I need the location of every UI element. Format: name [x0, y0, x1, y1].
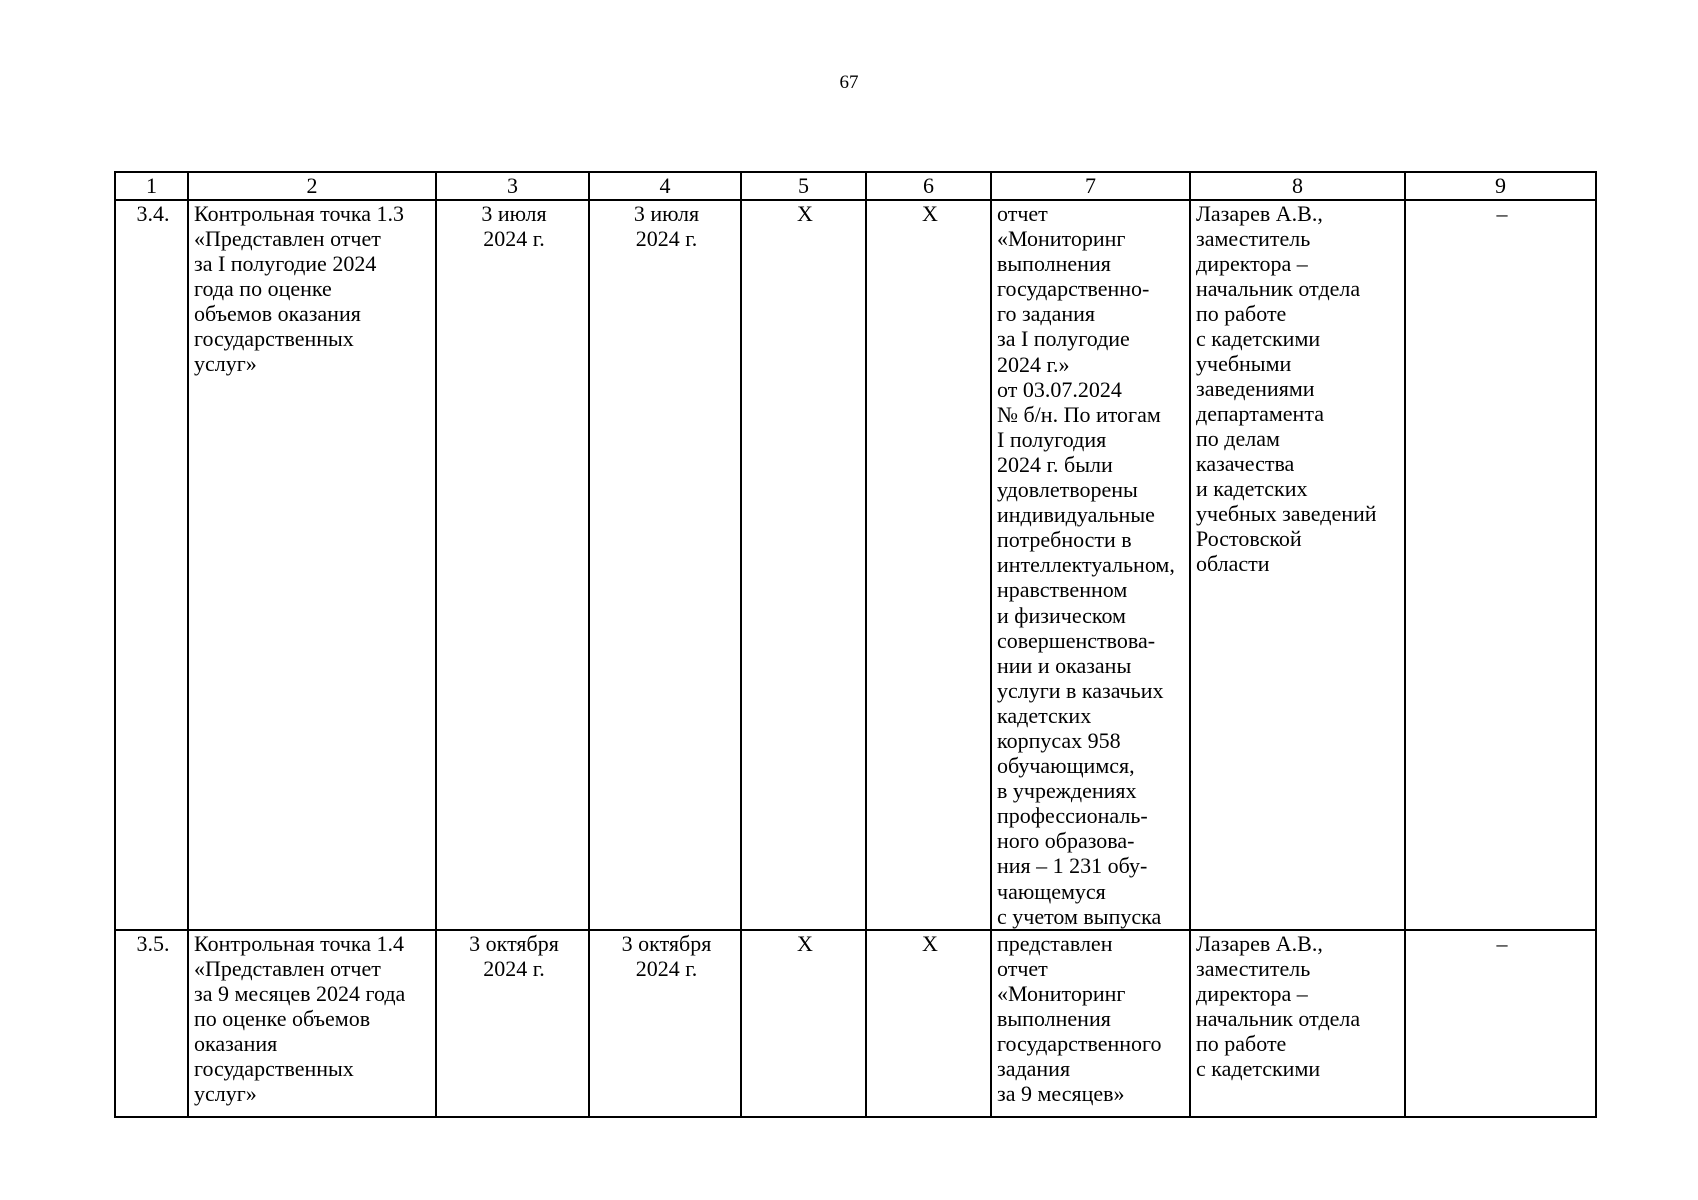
event-cell-line: «Представлен отчет	[194, 226, 381, 251]
event-cell-line: за 9 месяцев 2024 года	[194, 980, 406, 1006]
fact-date-cell-line: 3 июля	[633, 201, 700, 226]
responsible-cell-line: с кадетскими	[1196, 1055, 1321, 1081]
table-row	[115, 200, 1596, 930]
responsible-cell-line: с кадетскими	[1196, 326, 1321, 351]
event-cell-line: года по оценке	[194, 276, 332, 301]
plan-date-cell	[436, 200, 589, 930]
result-cell-line: за I полугодие	[997, 326, 1130, 352]
responsible-cell-line: начальник отдела	[1196, 276, 1361, 301]
responsible-cell-line: Лазарев А.В.,	[1196, 930, 1323, 956]
result-cell-line: нии и оказаны	[997, 652, 1132, 678]
responsible-cell-line: по работе	[1196, 1030, 1287, 1056]
responsible-cell-line: учебными	[1196, 351, 1292, 376]
responsible-cell-line: директора –	[1196, 251, 1308, 276]
result-cell-line: профессиональ-	[997, 803, 1148, 829]
col9-cell: –	[1405, 200, 1596, 930]
col6-cell: Х	[866, 930, 991, 1117]
result-cell-line: I полугодия	[997, 426, 1107, 452]
result-cell-line: «Мониторинг	[997, 226, 1126, 252]
responsible-cell-line: и кадетских	[1196, 476, 1308, 501]
monitoring-table	[114, 171, 1597, 1118]
table-row	[115, 930, 1596, 1117]
responsible-cell-line: по делам	[1196, 426, 1280, 451]
result-cell-line: отчет	[997, 201, 1048, 226]
plan-date-cell-line: 2024 г.	[483, 955, 545, 981]
responsible-cell	[1190, 200, 1405, 930]
header-cell-6: 6	[866, 172, 991, 200]
header-cell-8: 8	[1190, 172, 1405, 200]
result-cell-line: обучающимся,	[997, 753, 1135, 779]
responsible-cell-line: учебных заведений	[1196, 501, 1377, 526]
result-cell-line: задания	[997, 1056, 1071, 1082]
result-cell-line: представлен	[997, 930, 1113, 956]
event-cell-line: услуг»	[194, 351, 257, 376]
result-cell-line: удовлетворены	[997, 477, 1138, 503]
col6-cell: Х	[866, 200, 991, 930]
result-cell	[991, 930, 1190, 1117]
header-cell-4: 4	[589, 172, 741, 200]
responsible-cell-line: казачества	[1196, 451, 1295, 476]
responsible-cell-line: по работе	[1196, 301, 1287, 326]
responsible-cell-line: Ростовской	[1196, 526, 1302, 551]
result-cell-line: государственно-	[997, 276, 1150, 302]
plan-date-cell-line: 2024 г.	[483, 226, 545, 251]
responsible-cell	[1190, 930, 1405, 1117]
event-cell-line: объемов оказания	[194, 301, 361, 326]
result-cell-line: «Мониторинг	[997, 980, 1126, 1006]
result-cell-line: го задания	[997, 301, 1096, 327]
header-cell-7: 7	[991, 172, 1190, 200]
result-cell-line: индивидуальные	[997, 502, 1155, 528]
event-cell-line: государственных	[194, 326, 354, 351]
event-cell	[188, 200, 436, 930]
row-number: 3.5.	[115, 930, 188, 1117]
fact-date-cell-line: 2024 г.	[635, 955, 698, 981]
result-cell-line: нравственном	[997, 577, 1128, 603]
result-cell-line: от 03.07.2024	[997, 376, 1122, 402]
event-cell-line: по оценке объемов	[194, 1005, 371, 1031]
event-cell-line: «Представлен отчет	[194, 955, 381, 981]
header-cell-5: 5	[741, 172, 866, 200]
page-number: 67	[839, 72, 859, 93]
fact-date-cell-line: 2024 г.	[635, 226, 698, 251]
responsible-cell-line: Лазарев А.В.,	[1196, 201, 1323, 226]
result-cell	[991, 200, 1190, 930]
result-cell-line: услуги в казачьих	[997, 677, 1164, 703]
result-cell-line: и физическом	[997, 602, 1126, 628]
header-cell-3: 3	[436, 172, 589, 200]
responsible-cell-line: директора –	[1196, 980, 1308, 1006]
plan-date-cell	[436, 930, 589, 1117]
result-cell-line: отчет	[997, 955, 1048, 981]
result-cell-line: потребности в	[997, 527, 1132, 553]
result-cell-line: выполнения	[997, 251, 1111, 277]
result-cell-line: чающемуся	[997, 878, 1106, 904]
result-cell-line: 2024 г.»	[997, 351, 1070, 377]
row-number: 3.4.	[115, 200, 188, 930]
event-cell-line: Контрольная точка 1.3	[194, 201, 405, 226]
result-cell-line: с учетом выпуска	[997, 903, 1162, 929]
header-cell-2: 2	[188, 172, 436, 200]
fact-date-cell	[589, 200, 741, 930]
event-cell-line: Контрольная точка 1.4	[194, 930, 405, 956]
responsible-cell-line: начальник отдела	[1196, 1005, 1361, 1031]
event-cell-line: услуг»	[194, 1080, 257, 1106]
responsible-cell-line: заместитель	[1196, 955, 1311, 981]
result-cell-line: кадетских	[997, 702, 1092, 728]
plan-date-cell-line: 3 октября	[469, 930, 559, 956]
responsible-cell-line: заместитель	[1196, 226, 1311, 251]
result-cell-line: ного образова-	[997, 828, 1135, 854]
event-cell-line: оказания	[194, 1030, 278, 1056]
result-cell-line: корпусах 958	[997, 727, 1121, 753]
responsible-cell-line: области	[1196, 551, 1270, 576]
event-cell-line: за I полугодие 2024	[194, 251, 377, 276]
col9-cell: –	[1405, 930, 1596, 1117]
result-cell-line: интеллектуальном,	[997, 552, 1175, 578]
fact-date-cell	[589, 930, 741, 1117]
col5-cell: Х	[741, 200, 866, 930]
result-cell-line: выполнения	[997, 1006, 1111, 1031]
header-cell-1: 1	[115, 172, 188, 200]
event-cell	[188, 930, 436, 1117]
result-cell-line: государственного	[997, 1031, 1162, 1057]
col5-cell: Х	[741, 930, 866, 1117]
fact-date-cell-line: 3 октября	[621, 930, 712, 956]
result-cell-line: 2024 г. были	[997, 451, 1113, 477]
responsible-cell-line: департамента	[1196, 401, 1324, 426]
event-cell-line: государственных	[194, 1055, 354, 1081]
header-cell-9: 9	[1405, 172, 1596, 200]
result-cell-line: № б/н. По итогам	[997, 401, 1161, 427]
header-row	[115, 172, 1596, 200]
plan-date-cell-line: 3 июля	[481, 201, 547, 226]
result-cell-line: ния – 1 231 обу-	[997, 853, 1148, 879]
result-cell-line: в учреждениях	[997, 778, 1137, 804]
responsible-cell-line: заведениями	[1196, 376, 1315, 401]
result-cell-line: за 9 месяцев»	[997, 1081, 1125, 1107]
result-cell-line: совершенствова-	[997, 627, 1156, 653]
